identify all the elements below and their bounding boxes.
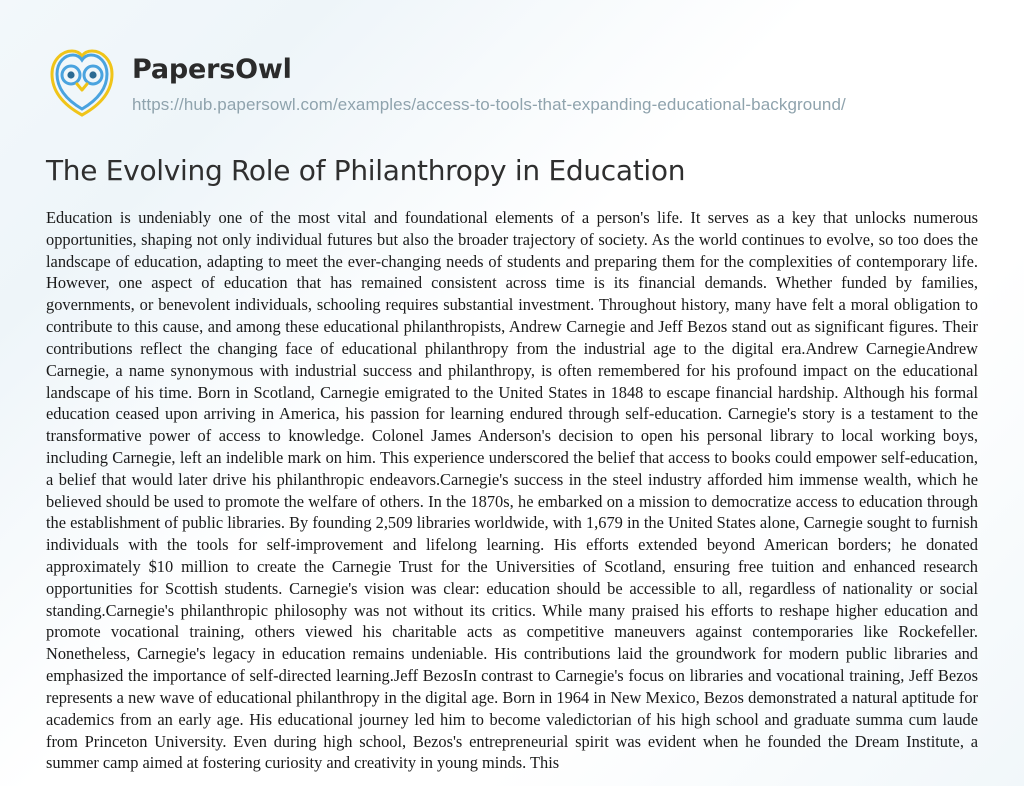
document-body [46,207,978,774]
brand-block [132,42,846,115]
owl-logo-icon [46,46,118,118]
page-title: The Evolving Role of Philanthropy in Education [46,154,686,187]
site-header [0,0,1024,118]
brand-name: PapersOwl [132,54,292,85]
body-paragraph: Education is undeniably one of the most vital and foundational elements of a person's life. It serves as a key that unlocks numerous opportunities, shaping not only individual futures but also the broader trajectory of society. As the world continues to evolve, so too does the landscape of education, adapting to meet the ever-changing needs of students and preparing them for the complexities of contemporary life. However, one aspect of education that has remained consistent across time is its financial demands. Whether funded by families, governments, or benevolent individuals, schooling requires substantial investment. Throughout history, many have felt a moral obligation to contribute to this cause, and among these educational philanthropists, Andrew Carnegie and Jeff Bezos stand out as significant figures. Their contributions reflect the changing face of educational philanthropy from the industrial age to the digital era.Andrew CarnegieAndrew Carnegie, a name synonymous with industrial success and philanthropy, is often remembered for his profound impact on the educational landscape of his time. Born in Scotland, Carnegie emigrated to the United States in 1848 to escape financial hardship. Although his formal education ceased upon arriving in America, his passion for learning endured through self-education. Carnegie's story is a testament to the transformative power of access to knowledge. Colonel James Anderson's decision to open his personal library to local working boys, including Carnegie, left an indelible mark on him. This experience underscored the belief that access to books could empower self-education, a belief that would later drive his philanthropic endeavors.Carnegie's success in the steel industry afforded him immense wealth, which he believed should be used to promote the welfare of others. In the 1870s, he embarked on a mission to democratize access to education through the establishment of public libraries. By founding 2,509 libraries worldwide, with 1,679 in the United States alone, Carnegie sought to furnish individuals with the tools for self-improvement and lifelong learning. His efforts extended beyond American borders; he donated approximately $10 million to create the Carnegie Trust for the Universities of Scotland, ensuring free tuition and enhanced research opportunities for Scottish students. Carnegie's vision was clear: education should be accessible to all, regardless of nationality or social standing.Carnegie's philanthropic philosophy was not without its critics. While many praised his efforts to reshape higher education and promote vocational training, others viewed his charitable acts as competitive maneuvers against contemporaries like Rockefeller. Nonetheless, Carnegie's legacy in education remains undeniable. His contributions laid the groundwork for modern public libraries and emphasized the importance of self-directed learning.Jeff BezosIn contrast to Carnegie's focus on libraries and vocational training, Jeff Bezos represents a new wave of educational philanthropy in the digital age. Born in 1964 in New Mexico, Bezos demonstrated a natural aptitude for academics from an early age. His educational journey led him to become valedictorian of his high school and graduate summa cum laude from Princeton University. Even during high school, Bezos's entrepreneurial spirit was evident when he founded the Dream Institute, a summer camp aimed at fostering curiosity and creativity in young minds. This [46,208,978,773]
site-url[interactable]: https://hub.papersowl.com/examples/access-to-tools-that-expanding-educational-background/ [132,95,846,114]
